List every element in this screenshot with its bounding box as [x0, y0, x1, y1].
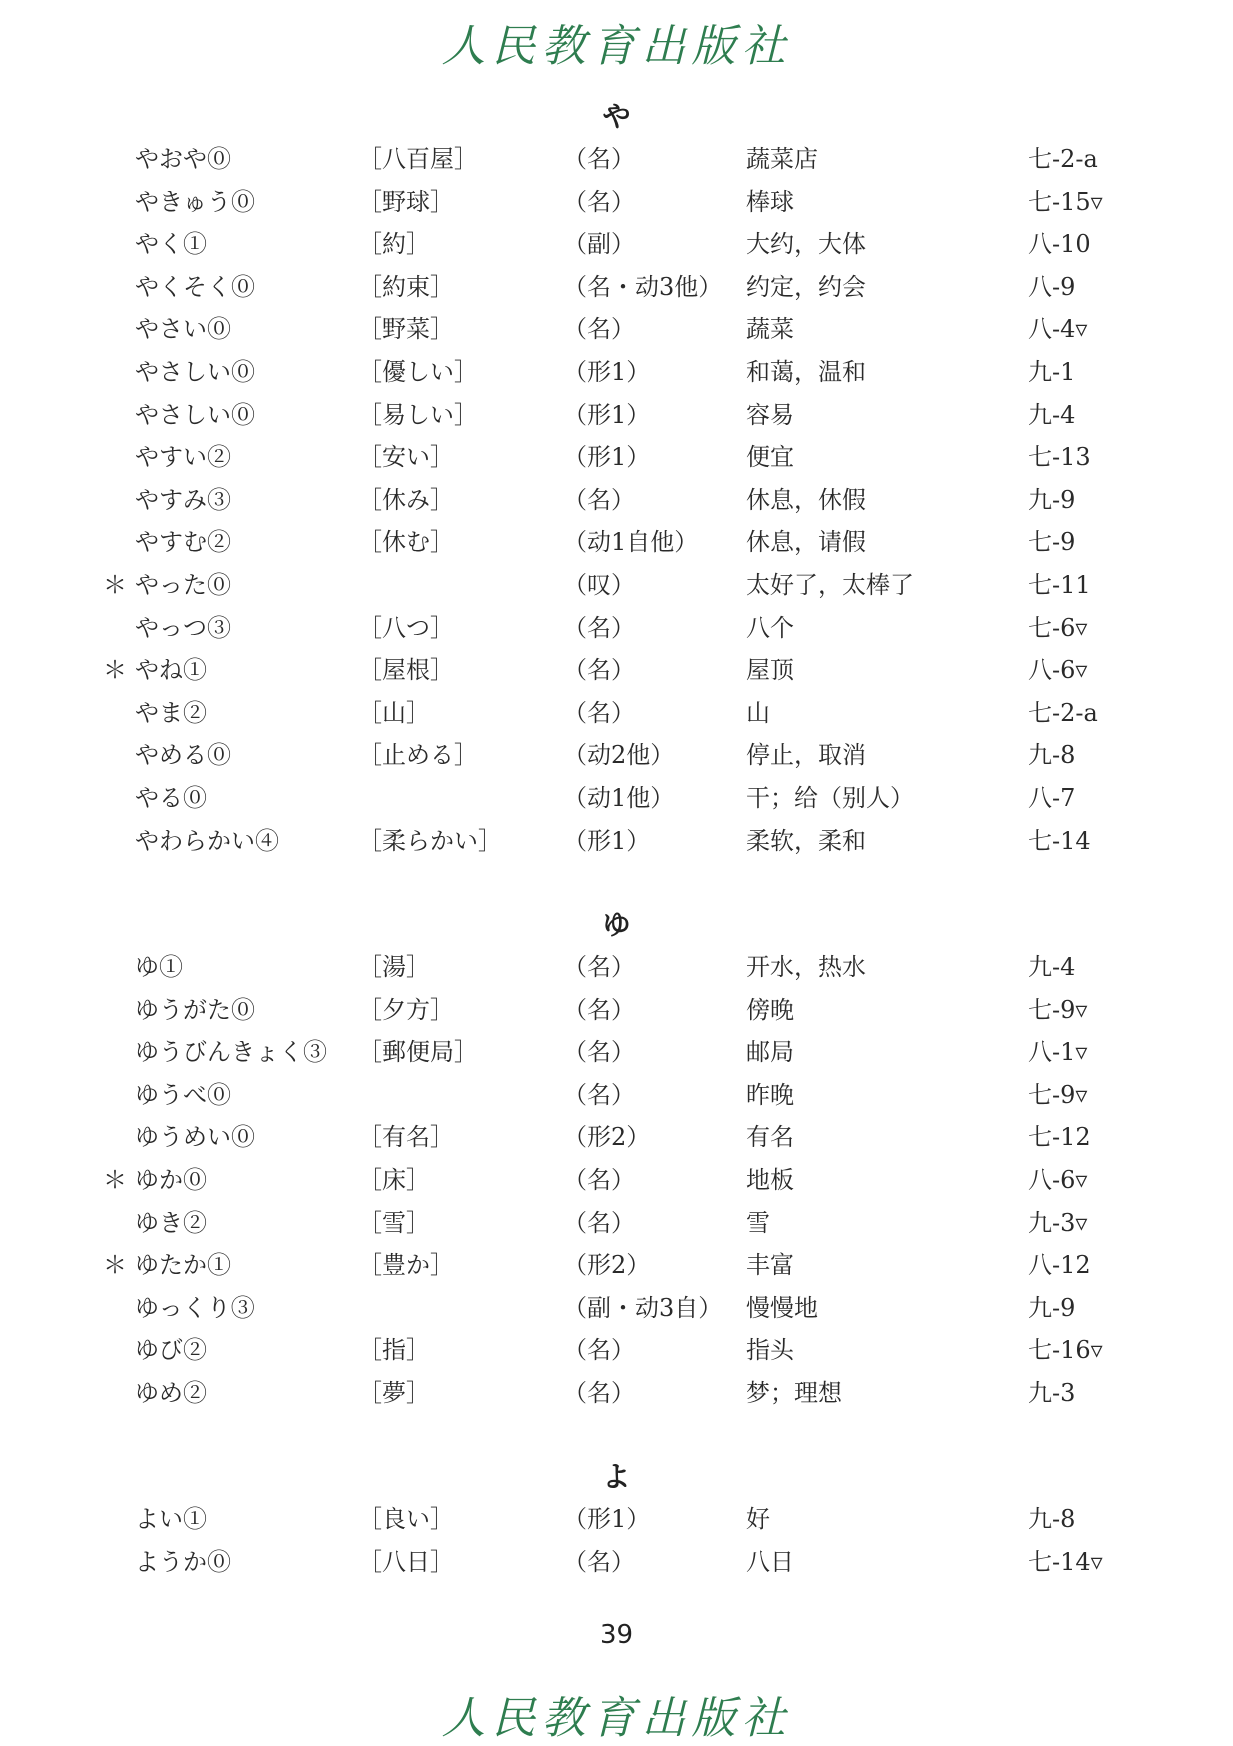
entry-lesson-ref: 九-3 — [1028, 1378, 1076, 1407]
entry-meaning: 蔬菜店 — [746, 145, 818, 173]
entry-meaning: 便宜 — [746, 443, 794, 472]
entry-lesson-ref: 八-10 — [1028, 230, 1091, 259]
entry-row — [0, 479, 1233, 522]
entry-word: ゆうがた⓪ — [135, 995, 255, 1024]
entry-kanji: ［約］ — [358, 230, 430, 259]
entry-part-of-speech: （形2） — [563, 1251, 651, 1280]
entry-part-of-speech: （名） — [563, 1378, 635, 1407]
entry-kanji: ［雪］ — [358, 1208, 430, 1237]
entry-lesson-ref: 九-9 — [1028, 1293, 1076, 1322]
entry-part-of-speech: （形1） — [563, 357, 651, 386]
entry-lesson-ref: 九-4 — [1028, 400, 1076, 429]
entry-part-of-speech: （名） — [563, 315, 635, 344]
entry-row — [0, 607, 1233, 650]
entry-meaning: 有名 — [746, 1123, 794, 1152]
entry-word: やくそく⓪ — [135, 272, 255, 301]
entry-lesson-ref: 九-1 — [1028, 357, 1076, 386]
entry-kanji: ［野球］ — [358, 187, 454, 216]
entry-word: ゆか⓪ — [135, 1165, 207, 1194]
entry-word: ゆうびんきょく③ — [135, 1038, 327, 1067]
entry-row — [0, 692, 1233, 735]
entry-row — [0, 394, 1233, 437]
entry-part-of-speech: （形1） — [563, 826, 651, 855]
publisher-logo-bottom: 人民教育出版社 — [441, 1693, 792, 1744]
entry-part-of-speech: （名） — [563, 1547, 635, 1576]
entry-kanji: ［床］ — [358, 1165, 430, 1194]
entry-lesson-ref: 八-9 — [1028, 272, 1076, 301]
entry-meaning: 昨晚 — [746, 1080, 794, 1109]
entry-lesson-ref: 七-14 — [1028, 826, 1091, 855]
entry-lesson-ref: 八-6▿ — [1028, 1165, 1088, 1194]
entry-word: ゆめ② — [135, 1378, 207, 1407]
entry-lesson-ref: 七-9▿ — [1028, 995, 1088, 1024]
entry-part-of-speech: （副・动3自） — [563, 1293, 723, 1322]
section-heading: や — [602, 100, 631, 133]
entry-kanji: ［屋根］ — [358, 656, 454, 685]
entry-kanji: ［山］ — [358, 698, 430, 727]
entry-part-of-speech: （名） — [563, 698, 635, 727]
entry-row — [0, 266, 1233, 309]
entry-word: やね① — [135, 656, 207, 685]
entry-part-of-speech: （名） — [563, 485, 635, 514]
entry-lesson-ref: 七-13 — [1028, 443, 1091, 472]
entry-kanji: ［八百屋］ — [358, 145, 478, 173]
entry-part-of-speech: （名・动3他） — [563, 272, 723, 301]
entry-meaning: 傍晚 — [746, 995, 794, 1024]
section-yo — [0, 1456, 1233, 1583]
entry-star-mark: ＊ — [103, 1165, 127, 1194]
entry-row — [0, 308, 1233, 351]
entry-word: ゆうべ⓪ — [135, 1080, 231, 1109]
section-heading: ゆ — [602, 908, 631, 941]
entry-part-of-speech: （形1） — [563, 443, 651, 472]
entry-meaning: 干；给（别人） — [746, 783, 914, 812]
entry-kanji: ［柔らかい］ — [358, 826, 502, 855]
entry-star-mark: ＊ — [103, 656, 127, 685]
entry-row — [0, 138, 1233, 181]
entry-word: やさしい⓪ — [135, 400, 255, 429]
entry-kanji: ［八つ］ — [358, 613, 454, 642]
entry-part-of-speech: （形1） — [563, 1505, 651, 1533]
entry-row — [0, 436, 1233, 479]
section-heading: よ — [602, 1460, 631, 1493]
entry-lesson-ref: 七-14▿ — [1028, 1547, 1103, 1576]
entry-kanji: ［夕方］ — [358, 995, 454, 1024]
entry-lesson-ref: 八-12 — [1028, 1251, 1091, 1280]
entry-part-of-speech: （名） — [563, 1165, 635, 1194]
entry-word: やった⓪ — [135, 570, 231, 599]
entry-row — [0, 1031, 1233, 1074]
entry-word: やさしい⓪ — [135, 357, 255, 386]
entry-part-of-speech: （名） — [563, 1080, 635, 1109]
entry-word: やすみ③ — [135, 485, 231, 514]
entry-star-mark: ＊ — [103, 570, 127, 599]
entry-meaning: 八日 — [746, 1547, 794, 1576]
entry-part-of-speech: （形2） — [563, 1123, 651, 1152]
entry-lesson-ref: 七-2-a — [1028, 698, 1098, 727]
entry-part-of-speech: （名） — [563, 613, 635, 642]
entry-word: やわらかい④ — [135, 826, 279, 855]
entry-word: ゆび② — [135, 1336, 207, 1365]
entry-kanji: ［夢］ — [358, 1378, 430, 1407]
entry-row — [0, 1202, 1233, 1245]
entry-lesson-ref: 八-7 — [1028, 783, 1076, 812]
entry-lesson-ref: 七-15▿ — [1028, 187, 1103, 216]
entry-kanji: ［湯］ — [358, 953, 430, 981]
section-yu — [0, 904, 1233, 1415]
entry-part-of-speech: （名） — [563, 1336, 635, 1365]
entry-word: やすむ② — [135, 528, 231, 557]
entry-meaning: 山 — [746, 698, 770, 727]
entry-word: よい① — [135, 1505, 207, 1533]
entry-lesson-ref: 九-9 — [1028, 485, 1076, 514]
entry-meaning: 好 — [746, 1505, 770, 1533]
entry-meaning: 梦；理想 — [746, 1378, 842, 1407]
entry-row — [0, 1244, 1233, 1287]
entry-row — [0, 1329, 1233, 1372]
entry-part-of-speech: （名） — [563, 1208, 635, 1237]
entry-lesson-ref: 八-4▿ — [1028, 315, 1088, 344]
entry-row — [0, 649, 1233, 692]
entry-row — [0, 1541, 1233, 1584]
entry-row — [0, 734, 1233, 777]
entry-word: ゆき② — [135, 1208, 207, 1237]
entry-word: やさい⓪ — [135, 315, 231, 344]
entry-list — [0, 138, 1233, 862]
entry-meaning: 棒球 — [746, 187, 794, 216]
entry-part-of-speech: （名） — [563, 187, 635, 216]
entry-row — [0, 946, 1233, 989]
entry-kanji: ［休む］ — [358, 528, 454, 557]
entry-lesson-ref: 七-6▿ — [1028, 613, 1088, 642]
entry-meaning: 约定，约会 — [746, 272, 866, 301]
entry-list — [0, 946, 1233, 1415]
entry-kanji: ［安い］ — [358, 443, 454, 472]
entry-part-of-speech: （形1） — [563, 400, 651, 429]
entry-lesson-ref: 九-3▿ — [1028, 1208, 1088, 1237]
entry-row — [0, 1159, 1233, 1202]
entry-row — [0, 223, 1233, 266]
entry-lesson-ref: 八-6▿ — [1028, 656, 1088, 685]
entry-meaning: 大约，大体 — [746, 230, 866, 259]
entry-meaning: 和蔼，温和 — [746, 357, 866, 386]
entry-lesson-ref: 七-9 — [1028, 528, 1076, 557]
entry-word: ゆ① — [135, 953, 183, 981]
entry-meaning: 屋顶 — [746, 656, 794, 685]
entry-lesson-ref: 七-2-a — [1028, 145, 1098, 173]
entry-kanji: ［八日］ — [358, 1547, 454, 1576]
entry-meaning: 休息，请假 — [746, 528, 866, 557]
entry-meaning: 休息，休假 — [746, 485, 866, 514]
publisher-logo-top: 人民教育出版社 — [441, 21, 792, 72]
entry-row — [0, 1498, 1233, 1541]
entry-kanji: ［有名］ — [358, 1123, 454, 1152]
entry-kanji: ［良い］ — [358, 1505, 454, 1533]
entry-meaning: 蔬菜 — [746, 315, 794, 344]
entry-kanji: ［約束］ — [358, 272, 454, 301]
entry-word: やく① — [135, 230, 207, 259]
entry-part-of-speech: （动1自他） — [563, 528, 699, 557]
entry-part-of-speech: （名） — [563, 656, 635, 685]
entry-word: やすい② — [135, 443, 231, 472]
entry-row — [0, 1372, 1233, 1415]
entry-word: やま② — [135, 698, 207, 727]
entry-word: やっつ③ — [135, 613, 231, 642]
entry-kanji: ［止める］ — [358, 741, 478, 770]
entry-meaning: 太好了，太棒了 — [746, 570, 914, 599]
entry-kanji: ［優しい］ — [358, 357, 478, 386]
entry-word: やる⓪ — [135, 783, 207, 812]
entry-kanji: ［豊か］ — [358, 1251, 454, 1280]
entry-meaning: 柔软，柔和 — [746, 826, 866, 855]
entry-meaning: 慢慢地 — [746, 1293, 818, 1322]
entry-row — [0, 1074, 1233, 1117]
entry-word: やおや⓪ — [135, 145, 231, 173]
entry-word: やきゅう⓪ — [135, 187, 255, 216]
entry-word: ゆっくり③ — [135, 1293, 255, 1322]
entry-meaning: 邮局 — [746, 1038, 794, 1067]
entry-row — [0, 181, 1233, 224]
entry-word: ようか⓪ — [135, 1547, 231, 1576]
entry-word: やめる⓪ — [135, 741, 231, 770]
entry-word: ゆたか① — [135, 1251, 231, 1280]
entry-lesson-ref: 八-1▿ — [1028, 1038, 1088, 1067]
entry-lesson-ref: 七-12 — [1028, 1123, 1091, 1152]
entry-word: ゆうめい⓪ — [135, 1123, 255, 1152]
entry-kanji: ［野菜］ — [358, 315, 454, 344]
entry-meaning: 雪 — [746, 1208, 770, 1237]
entry-row — [0, 989, 1233, 1032]
entry-row — [0, 351, 1233, 394]
entry-lesson-ref: 九-4 — [1028, 953, 1076, 981]
entry-kanji: ［休み］ — [358, 485, 454, 514]
entry-meaning: 停止，取消 — [746, 741, 866, 770]
entry-part-of-speech: （动2他） — [563, 741, 675, 770]
entry-kanji: ［指］ — [358, 1336, 430, 1365]
entry-row — [0, 820, 1233, 863]
entry-part-of-speech: （动1他） — [563, 783, 675, 812]
entry-part-of-speech: （叹） — [563, 570, 635, 599]
entry-meaning: 丰富 — [746, 1251, 794, 1280]
entry-part-of-speech: （名） — [563, 1038, 635, 1067]
entry-lesson-ref: 九-8 — [1028, 741, 1076, 770]
entry-meaning: 指头 — [746, 1336, 794, 1365]
entry-part-of-speech: （副） — [563, 230, 635, 259]
entry-row — [0, 777, 1233, 820]
entry-row — [0, 564, 1233, 607]
entry-meaning: 八个 — [746, 613, 794, 642]
section-ya — [0, 96, 1233, 862]
entry-part-of-speech: （名） — [563, 145, 635, 173]
entry-meaning: 开水，热水 — [746, 953, 866, 981]
entry-meaning: 容易 — [746, 400, 794, 429]
entry-row — [0, 521, 1233, 564]
entry-star-mark: ＊ — [103, 1251, 127, 1280]
entry-meaning: 地板 — [746, 1165, 794, 1194]
entry-lesson-ref: 七-11 — [1028, 570, 1091, 599]
entry-lesson-ref: 七-9▿ — [1028, 1080, 1088, 1109]
entry-part-of-speech: （名） — [563, 995, 635, 1024]
entry-kanji: ［易しい］ — [358, 400, 478, 429]
entry-lesson-ref: 九-8 — [1028, 1505, 1076, 1533]
entry-row — [0, 1116, 1233, 1159]
entry-row — [0, 1287, 1233, 1330]
page-number: 39 — [599, 1620, 634, 1650]
entry-kanji: ［郵便局］ — [358, 1038, 478, 1067]
entry-lesson-ref: 七-16▿ — [1028, 1336, 1103, 1365]
entry-list — [0, 1498, 1233, 1583]
entry-part-of-speech: （名） — [563, 953, 635, 981]
